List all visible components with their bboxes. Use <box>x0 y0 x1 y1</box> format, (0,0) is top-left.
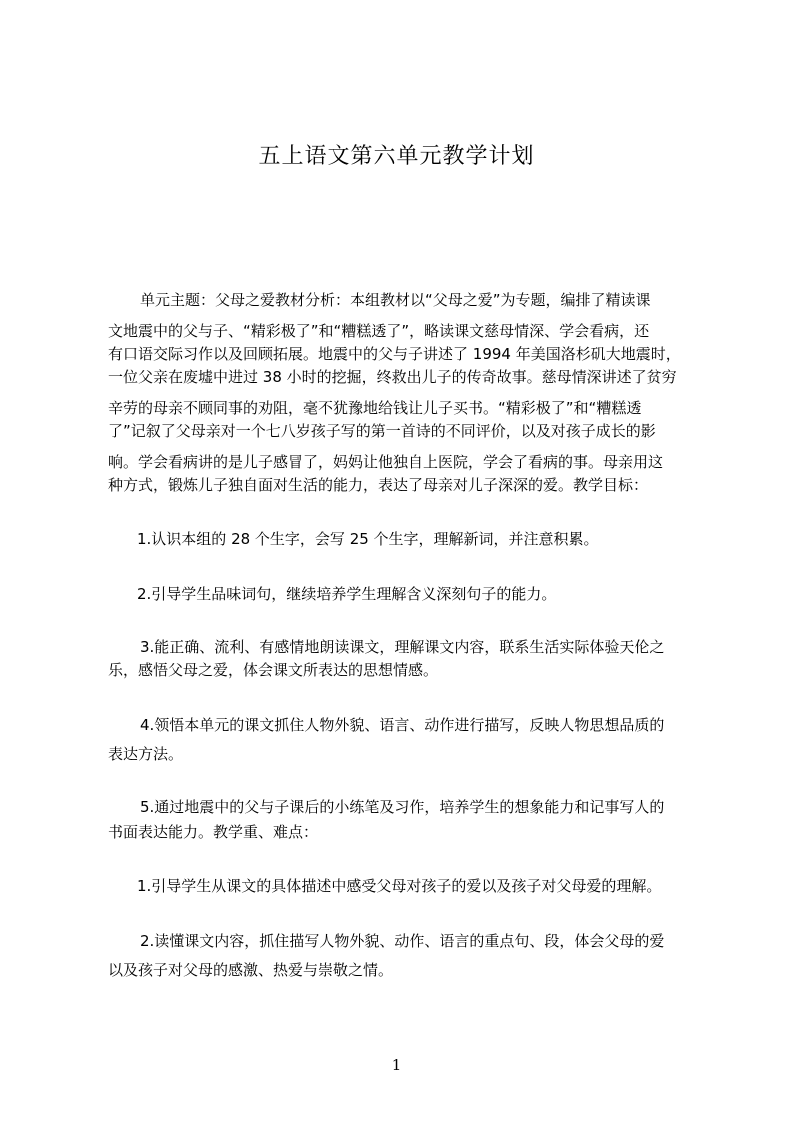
intro-line: 响。学会看病讲的是儿子感冒了，妈妈让他独自上医院，学会了看病的事。母亲用这 <box>108 453 664 471</box>
goal-item: 表达方法。 <box>108 745 184 763</box>
goal-item: 2.引导学生品味词句，继续培养学生理解含义深刻句子的能力。 <box>137 585 557 603</box>
intro-line: 种方式，锻炼儿子独自面对生活的能力，表达了母亲对儿子深深的爱。教学目标： <box>108 476 649 494</box>
goal-item: 乐，感悟父母之爱，体会课文所表达的思想情感。 <box>108 661 439 679</box>
document-title: 五上语文第六单元教学计划 <box>258 144 535 169</box>
goal-item: 4.领悟本单元的课文抓住人物外貌、语言、动作进行描写，反映人物思想品质的 <box>140 716 665 734</box>
intro-line: 单元主题：父母之爱教材分析：本组教材以“父母之爱”为专题，编排了精读课 <box>140 291 651 309</box>
intro-line: 辛劳的母亲不顾同事的劝阻，毫不犹豫地给钱让儿子买书。“精彩极了”和“糟糕透 <box>108 399 642 417</box>
focus-item: 以及孩子对父母的感激、热爱与崇敬之情。 <box>108 961 394 979</box>
intro-line: 文地震中的父与子、“精彩极了”和“糟糕透了”，略读课文慈母情深、学会看病，还 <box>108 322 650 340</box>
goal-item: 书面表达能力。教学重、难点： <box>108 823 319 841</box>
intro-line: 一位父亲在废墟中进过 38 小时的挖掘，终救出儿子的传奇故事。慈母情深讲述了贫穷 <box>108 368 677 386</box>
goal-item: 1.认识本组的 28 个生字，会写 25 个生字，理解新词，并注意积累。 <box>137 530 599 548</box>
goal-item: 5.通过地震中的父与子课后的小练笔及习作，培养学生的想象能力和记事写人的 <box>140 798 665 816</box>
goal-item: 3.能正确、流利、有感情地朗读课文，理解课文内容，联系生活实际体验天伦之 <box>140 638 665 656</box>
intro-line: 有口语交际习作以及回顾拓展。地震中的父与子讲述了 1994 年美国洛杉矶大地震时， <box>108 345 681 363</box>
page-number: 1 <box>391 1056 402 1074</box>
intro-line: 了”记叙了父母亲对一个七八岁孩子写的第一首诗的不同评价，以及对孩子成长的影 <box>108 422 656 440</box>
focus-item: 2.读懂课文内容，抓住描写人物外貌、动作、语言的重点句、段，体会父母的爱 <box>140 932 665 950</box>
focus-item: 1.引导学生从课文的具体描述中感受父母对孩子的爱以及孩子对父母爱的理解。 <box>137 877 662 895</box>
